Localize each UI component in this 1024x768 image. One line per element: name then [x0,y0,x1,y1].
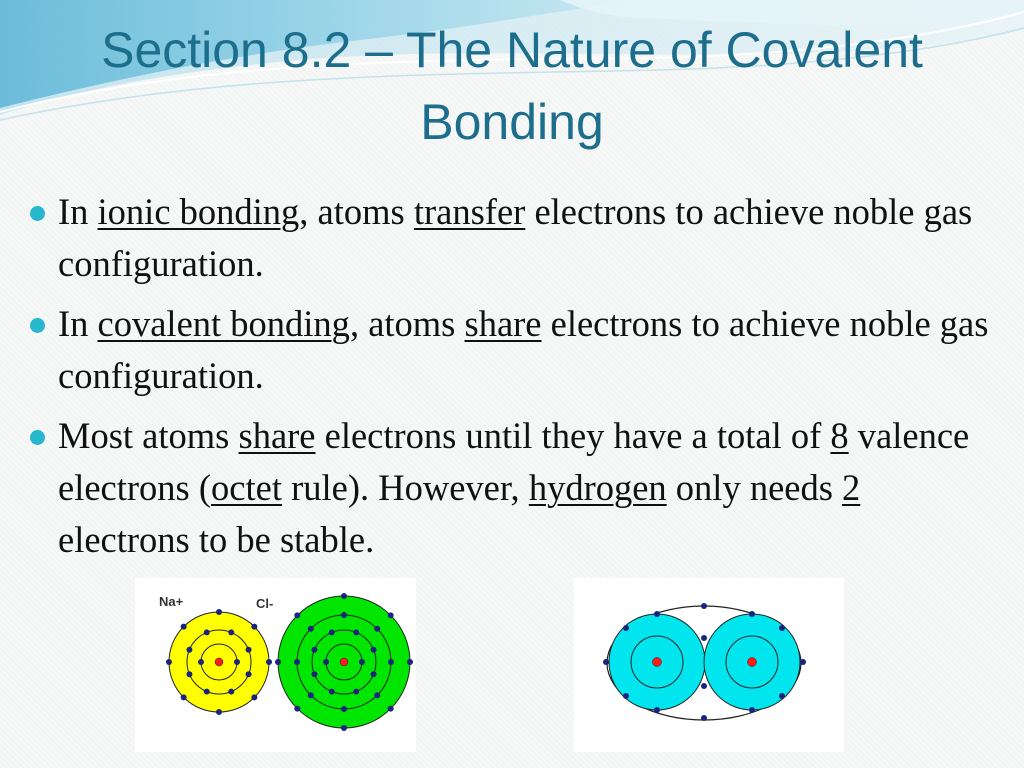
bullet-text: , atoms [349,303,465,344]
electron-dot [388,706,394,712]
electron-dot [294,612,300,618]
electron-dot [353,629,359,635]
electron-dot [216,609,222,615]
electron-dot [701,603,707,609]
underlined-term: transfer [413,191,526,232]
electron-dot [198,659,204,665]
bullet-text: electrons to achieve noble gas configuration. [58,191,973,284]
hydrogen-atom-right [704,614,800,710]
cl-label: Cl- [256,596,274,611]
electron-dot [359,659,365,665]
electron-dot [329,689,335,695]
electron-dot [779,693,785,699]
electron-dot [623,693,629,699]
underlined-term: covalent bonding [97,303,350,344]
bullet-text: electrons until they have a total of [315,415,831,456]
electron-dot [275,659,281,665]
electron-dot [308,626,314,632]
electron-dot [654,707,660,713]
electron-dot [311,647,317,653]
underlined-term: 2 [842,467,861,508]
bullet-dot-icon [30,318,45,333]
bullet-list [30,186,990,574]
electron-dot [654,611,660,617]
bullet-text: Most atoms [58,415,239,456]
electron-dot [341,706,347,712]
underlined-term: share [238,415,316,456]
electron-dot [749,611,755,617]
electron-dot [701,715,707,721]
electron-dot [407,659,413,665]
electron-dot [374,692,380,698]
electron-dot [388,659,394,665]
underlined-term: octet [211,467,282,508]
electron-dot [749,707,755,713]
bullet-text: , atoms [299,191,414,232]
electron-dot [341,593,347,599]
bullet-text: electrons to achieve noble gas configuration. [58,303,989,396]
bullet-item [30,298,990,402]
ionic-bond-figure [135,578,416,752]
na-label: Na+ [159,594,184,609]
electron-dot [800,659,806,665]
electron-dot [701,683,707,689]
electron-dot [341,725,347,731]
electron-dot [308,692,314,698]
electron-dot [228,629,234,635]
underlined-term: hydrogen [528,467,667,508]
electron-dot [228,689,234,695]
bullet-item [30,410,990,566]
bullet-text: In [58,191,98,232]
slide-title [20,14,1004,158]
electron-dot [701,635,707,641]
electron-dot [234,659,240,665]
electron-dot [186,647,192,653]
electron-dot [204,629,210,635]
covalent-bond-figure [574,578,844,752]
bullet-text: In [58,303,98,344]
electron-dot [603,659,609,665]
underlined-term: share [464,303,542,344]
electron-dot [329,629,335,635]
bullet-text: electrons to be stable. [58,519,375,560]
electron-dot [311,671,317,677]
sodium-atom [166,609,272,715]
underlined-term: 8 [830,415,849,456]
electron-dot [181,624,187,630]
electron-dot [374,626,380,632]
title-line-1: Section 8.2 – The Nature of Covalent [101,22,923,78]
electron-dot [371,671,377,677]
electron-dot [266,659,272,665]
electron-dot [216,709,222,715]
bullet-dot-icon [30,430,45,445]
electron-dot [388,612,394,618]
electron-dot [181,694,187,700]
electron-dot [251,694,257,700]
electron-dot [251,624,257,630]
bullet-text: valence electrons ( [58,415,970,508]
electron-dot [623,625,629,631]
electron-dot [353,689,359,695]
bullet-text: rule). However, [281,467,529,508]
chlorine-atom [275,593,413,731]
electron-dot [371,647,377,653]
electron-dot [323,659,329,665]
bullet-text: only needs [666,467,843,508]
bullet-item [30,186,990,290]
electron-dot [779,625,785,631]
electron-dot [246,647,252,653]
electron-dot [341,612,347,618]
electron-dot [246,671,252,677]
electron-dot [186,671,192,677]
electron-dot [294,659,300,665]
electron-dot [204,689,210,695]
underlined-term: ionic bonding [97,191,300,232]
electron-dot [166,659,172,665]
title-line-2: Bonding [420,94,604,150]
bullet-dot-icon [30,206,45,221]
electron-dot [294,706,300,712]
